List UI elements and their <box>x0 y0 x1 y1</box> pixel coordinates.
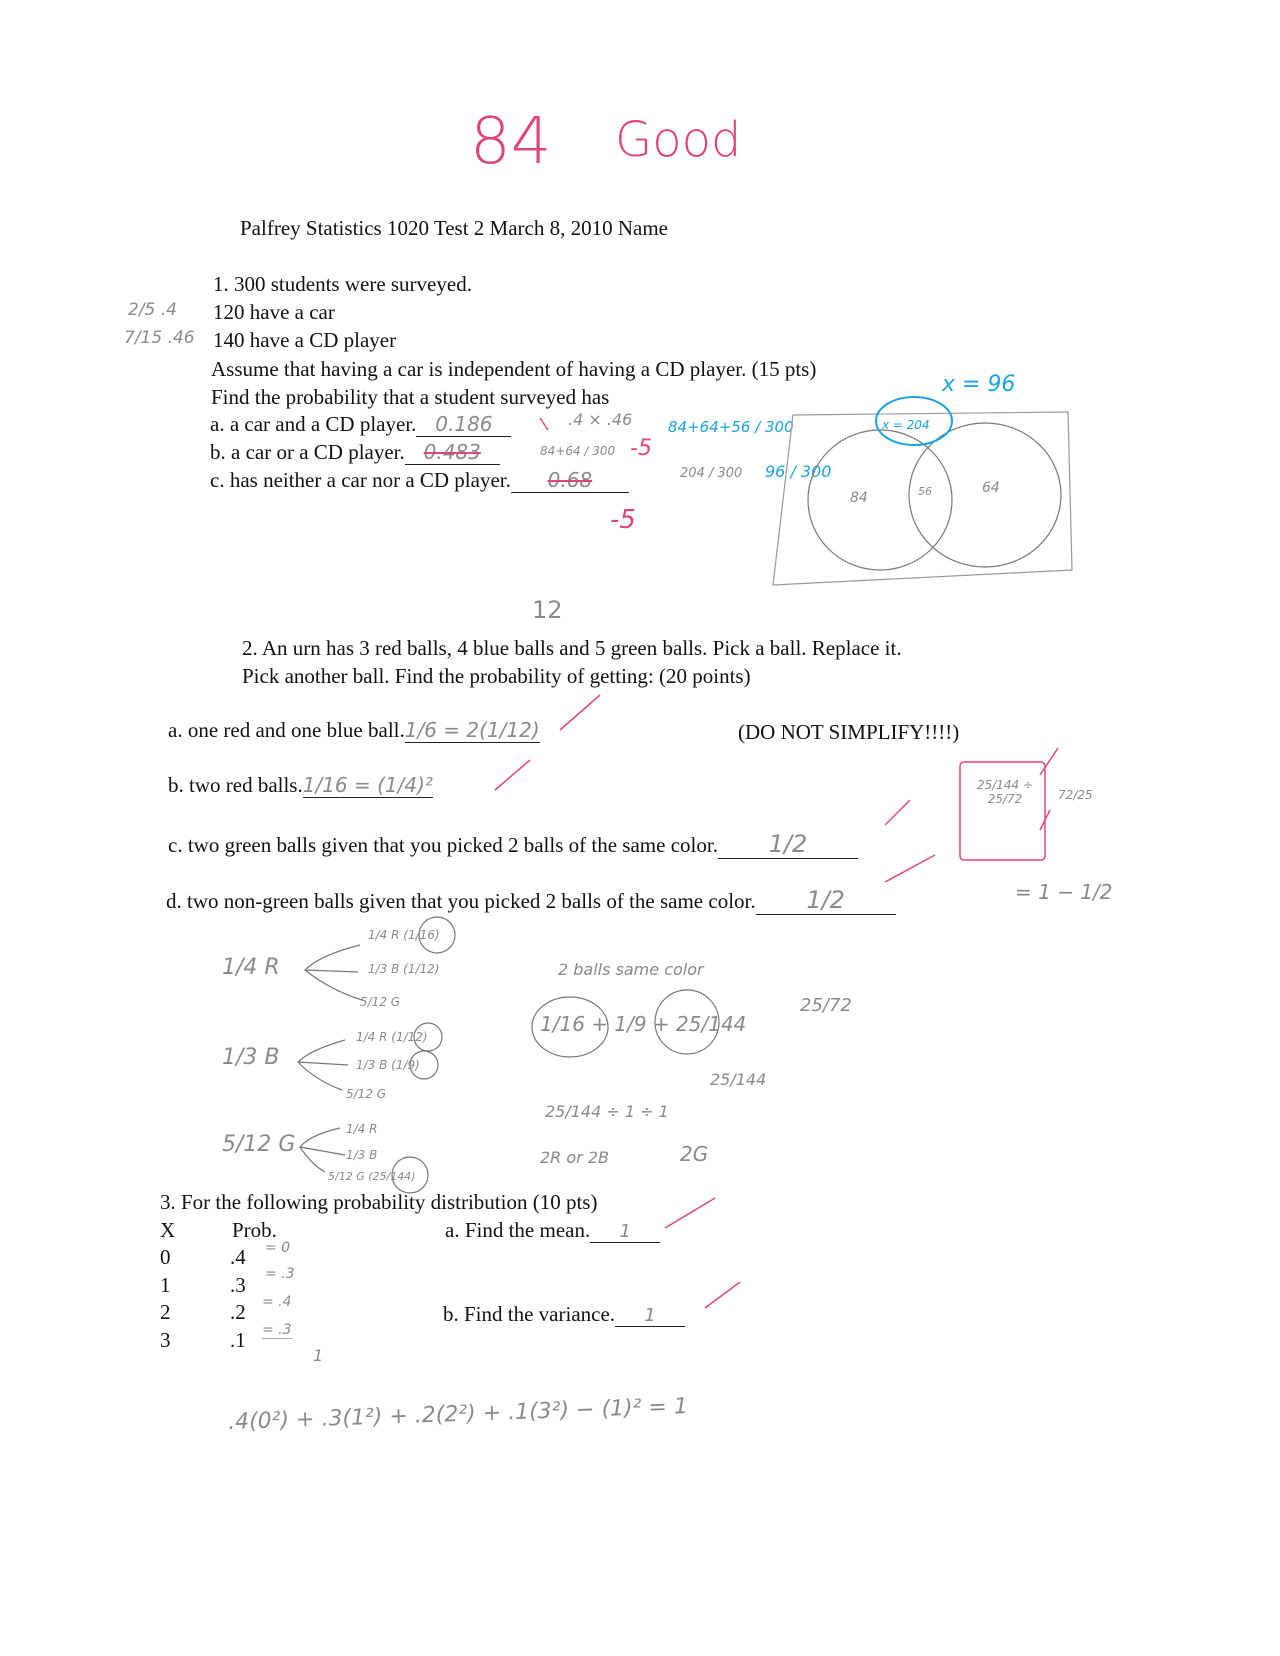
tree-branch: 1/3 B <box>346 1148 378 1162</box>
q3-x: 3 <box>160 1328 171 1352</box>
q3-prob: .1 <box>230 1328 246 1352</box>
tree-branch: 5/12 G <box>346 1087 387 1101</box>
q2b-label: b. two red balls. <box>168 773 303 797</box>
q1a-answer: 0.186 <box>416 412 511 437</box>
q3-x: 2 <box>160 1300 171 1324</box>
correction: 72/25 <box>1058 788 1093 802</box>
margin-note: 7/15 .46 <box>124 328 195 348</box>
q2-line: Pick another ball. Find the probability of getting: (20 points) <box>242 664 751 688</box>
q3-x: 0 <box>160 1245 171 1269</box>
deduction: -5 <box>610 505 636 535</box>
q3-header-x: X <box>160 1218 176 1242</box>
tree-branch: 1/3 B (1/9) <box>356 1058 420 1072</box>
correction: = 1 − 1/2 <box>1015 880 1113 904</box>
blue-work: x = 96 <box>942 372 1016 397</box>
q2d-label: d. two non-green balls given that you picked 2 balls of the same color. <box>166 889 756 913</box>
tree-node: 5/12 G <box>222 1132 296 1157</box>
q1-line: 120 have a car <box>213 300 335 324</box>
q1-score: 12 <box>532 596 563 624</box>
q1c-label: c. has neither a car nor a CD player. <box>210 468 511 492</box>
product: = .3 <box>265 1266 295 1282</box>
tree-branch: 1/4 R <box>346 1122 378 1136</box>
q3b-label: b. Find the variance. <box>443 1302 616 1326</box>
q3-prob: .3 <box>230 1273 246 1297</box>
q2a-answer: 1/6 = 2(1/12) <box>404 718 540 742</box>
q1-line: 140 have a CD player <box>213 328 397 352</box>
q2a <box>168 718 540 743</box>
q1c-answer: 0.68 <box>511 468 629 493</box>
product: = .3 <box>262 1322 292 1338</box>
blue-work: 84+64+56 / 300 <box>668 418 794 436</box>
q3b <box>443 1302 685 1327</box>
q3-header-prob: Prob. <box>232 1218 277 1242</box>
venn-label: 64 <box>982 480 1000 496</box>
q3-prob: .4 <box>230 1245 246 1269</box>
variance-work: .4(0²) + .3(1²) + .2(2²) + .1(3²) − (1)² = 1 <box>227 1393 689 1436</box>
test-header: Palfrey Statistics 1020 Test 2 March 8, 2010 Name <box>240 216 668 240</box>
grade-comment: Good <box>615 112 742 168</box>
tree-branch: 1/4 R (1/12) <box>356 1030 428 1044</box>
q1b-answer: 0.483 <box>405 440 500 465</box>
work-text: 25/72 <box>800 995 852 1016</box>
q1-line: Assume that having a car is independent of having a CD player. (15 pts) <box>211 357 817 381</box>
q1-line: 1. 300 students were surveyed. <box>213 272 472 296</box>
q2-note: (DO NOT SIMPLIFY!!!!) <box>738 720 960 744</box>
work-text: 25/144 <box>710 1070 767 1089</box>
q1-line: Find the probability that a student surveyed has <box>211 385 610 409</box>
work-text: 1/16 + 1/9 + 25/144 <box>540 1012 747 1036</box>
blue-work: x = 204 <box>882 418 930 432</box>
q1a-label: a. a car and a CD player. <box>210 412 417 436</box>
deduction: -5 <box>630 436 652 461</box>
correction: 25/144 ÷ 25/72 <box>976 778 1034 806</box>
tree-branch: 1/3 B (1/12) <box>368 962 440 976</box>
q2d-answer: 1/2 <box>756 886 896 915</box>
q2b-answer: 1/16 = (1/4)² <box>302 773 433 797</box>
tree-branch: 5/12 G <box>360 995 401 1009</box>
tree-branch: 5/12 G (25/144) <box>328 1170 416 1183</box>
work-text: 2G <box>680 1142 709 1166</box>
venn-label: 84 <box>850 490 868 506</box>
product: = 0 <box>265 1240 291 1256</box>
product-sum: 1 <box>313 1346 324 1365</box>
q3-prob: .2 <box>230 1300 246 1324</box>
tree-branch: 1/4 R (1/16) <box>368 928 440 942</box>
work-text: 204 / 300 <box>680 466 743 481</box>
product: = .4 <box>262 1294 292 1310</box>
work-text: 2R or 2B <box>540 1148 609 1167</box>
q3-title: 3. For the following probability distribution (10 pts) <box>160 1190 598 1214</box>
q3a-label: a. Find the mean. <box>445 1218 591 1242</box>
q3-x: 1 <box>160 1273 171 1297</box>
q2-line: 2. An urn has 3 red balls, 4 blue balls and 5 green balls. Pick a ball. Replace it. <box>242 636 902 660</box>
q2c-label: c. two green balls given that you picked 2 balls of the same color. <box>168 833 718 857</box>
q3a-answer: 1 <box>590 1221 660 1243</box>
q1b-label: b. a car or a CD player. <box>210 440 405 464</box>
q2d <box>166 886 896 915</box>
q2c-answer: 1/2 <box>718 830 858 859</box>
work-text: .4 × .46 <box>568 410 633 429</box>
q3a <box>445 1218 660 1243</box>
q3b-answer: 1 <box>615 1305 685 1327</box>
venn-label: 56 <box>918 485 932 498</box>
work-text: 2 balls same color <box>558 960 704 979</box>
margin-note: 2/5 .4 <box>128 300 177 320</box>
tree-node: 1/3 B <box>222 1045 280 1070</box>
work-text: 84+64 / 300 <box>540 444 616 458</box>
grade-score: 84 <box>470 105 552 179</box>
q2a-label: a. one red and one blue ball. <box>168 718 405 742</box>
work-text: 25/144 ÷ 1 ÷ 1 <box>545 1102 669 1121</box>
blue-work: 96 / 300 <box>765 462 832 481</box>
q2c <box>168 830 858 859</box>
tree-node: 1/4 R <box>222 955 280 980</box>
q2b <box>168 773 433 798</box>
